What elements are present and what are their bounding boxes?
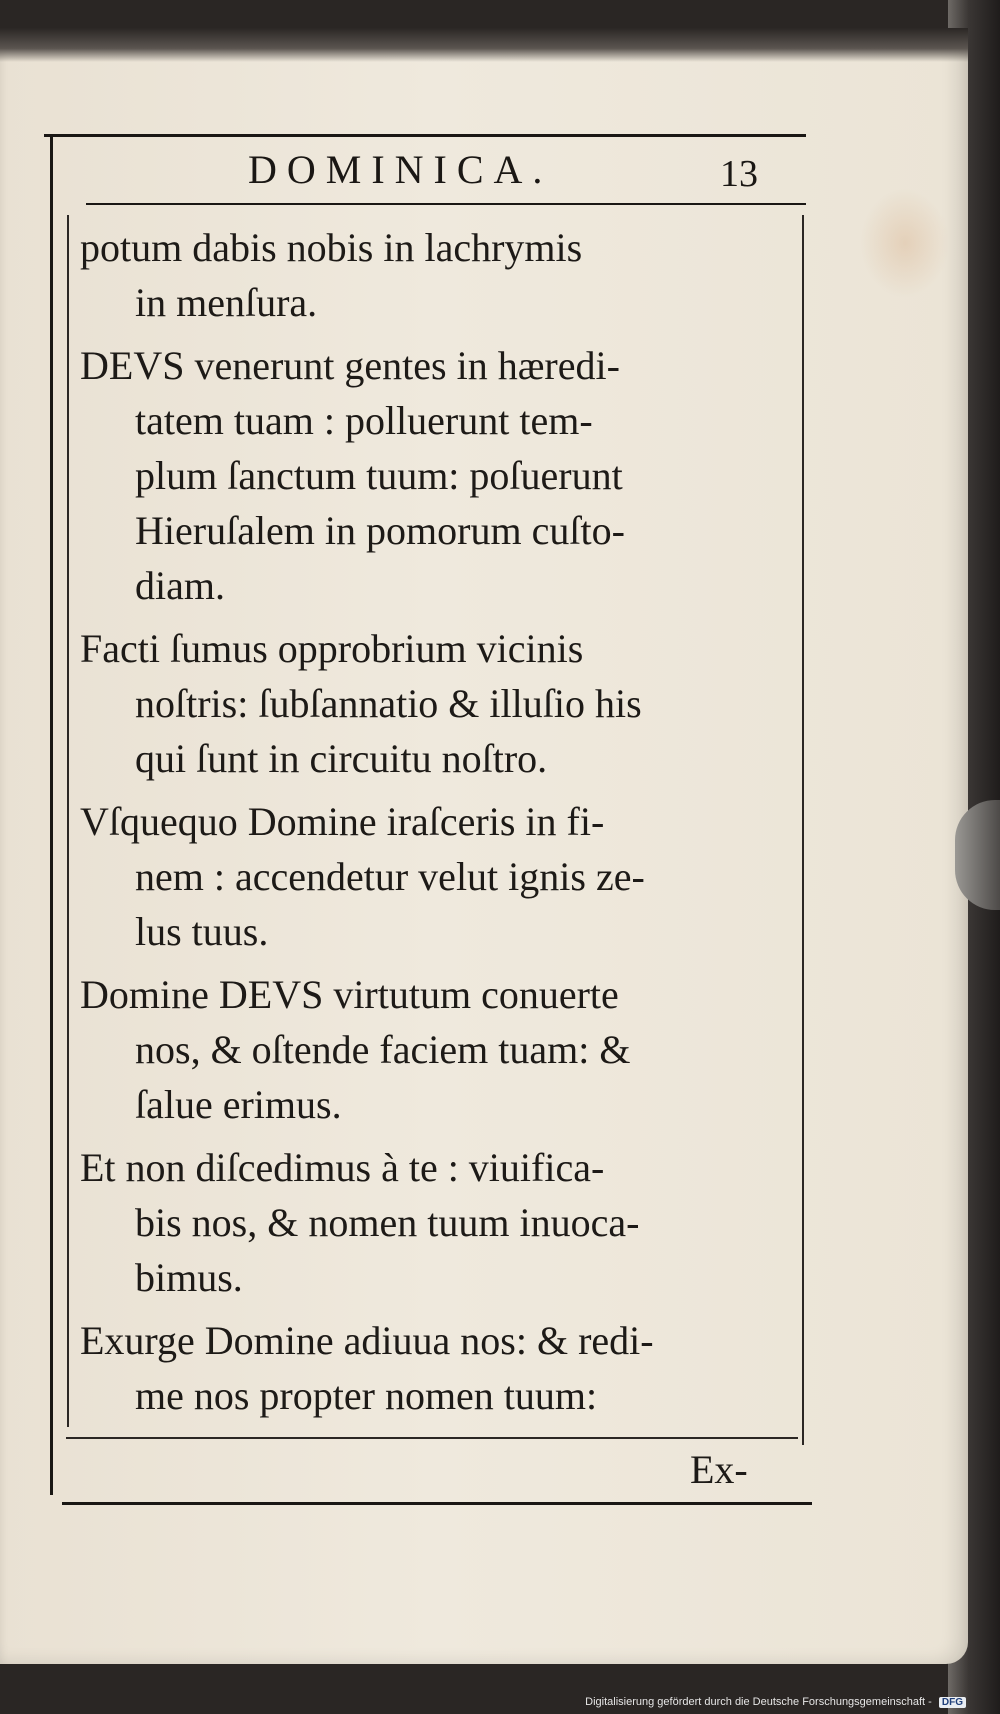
text-line: DEVS venerunt gentes in hæredi- [80,343,620,388]
frame-top-rule [44,134,806,137]
text-line: nem : accendetur velut ignis ze- [135,854,645,899]
running-head: DOMINICA. [248,147,553,192]
verse [80,1140,790,1305]
psalm-text [80,220,790,1431]
text-line: qui ſunt in circuitu noſtro. [135,736,548,781]
verse [80,967,790,1132]
footer-rule [66,1437,798,1439]
text-line: Et non diſcedimus à te : viuifica- [80,1145,605,1190]
text-line: in menſura. [135,280,318,325]
text-line: nos, & oſtende faciem tuam: & [135,1027,631,1072]
frame-bottom-rule [62,1502,812,1505]
verse [80,338,790,613]
verse [80,1313,790,1423]
dfg-logo: DFG [939,1697,966,1708]
text-line: ſalue erimus. [135,1082,342,1127]
page-number: 13 [720,153,758,195]
text-line: Vſquequo Domine iraſceris in fi- [80,799,605,844]
text-line: bis nos, & nomen tuum inuoca- [135,1200,640,1245]
text-line: lus tuus. [135,909,269,954]
digitization-credit [585,1696,966,1708]
text-line: tatem tuam : polluerunt tem- [135,398,593,443]
page-tab [955,800,1000,910]
text-line: potum dabis nobis in lachrymis [80,225,583,270]
verse [80,220,790,330]
text-line: plum ſanctum tuum: poſuerunt [135,453,623,498]
header-rule [86,203,806,205]
text-line: Domine DEVS virtutum conuerte [80,972,619,1017]
paper-stain [860,188,950,298]
catchword: Ex- [690,1447,748,1492]
text-line: Exurge Domine adiuua nos: & redi- [80,1318,654,1363]
text-line: Hieruſalem in pomorum cuſto- [135,508,625,553]
text-line: me nos propter nomen tuum: [135,1373,598,1418]
credit-text: Digitalisierung gefördert durch die Deutsche Forschungsgemeinschaft - [585,1696,932,1708]
column-left-rule [67,215,69,1427]
text-line: diam. [135,563,225,608]
text-line: bimus. [135,1255,243,1300]
text-line: Facti ſumus opprobrium vicinis [80,626,584,671]
verse [80,621,790,786]
frame-left-rule [50,137,53,1495]
column-right-rule [802,215,804,1445]
text-line: noſtris: ſubſannatio & illuſio his [135,681,642,726]
page-top-shadow [0,28,968,62]
verse [80,794,790,959]
